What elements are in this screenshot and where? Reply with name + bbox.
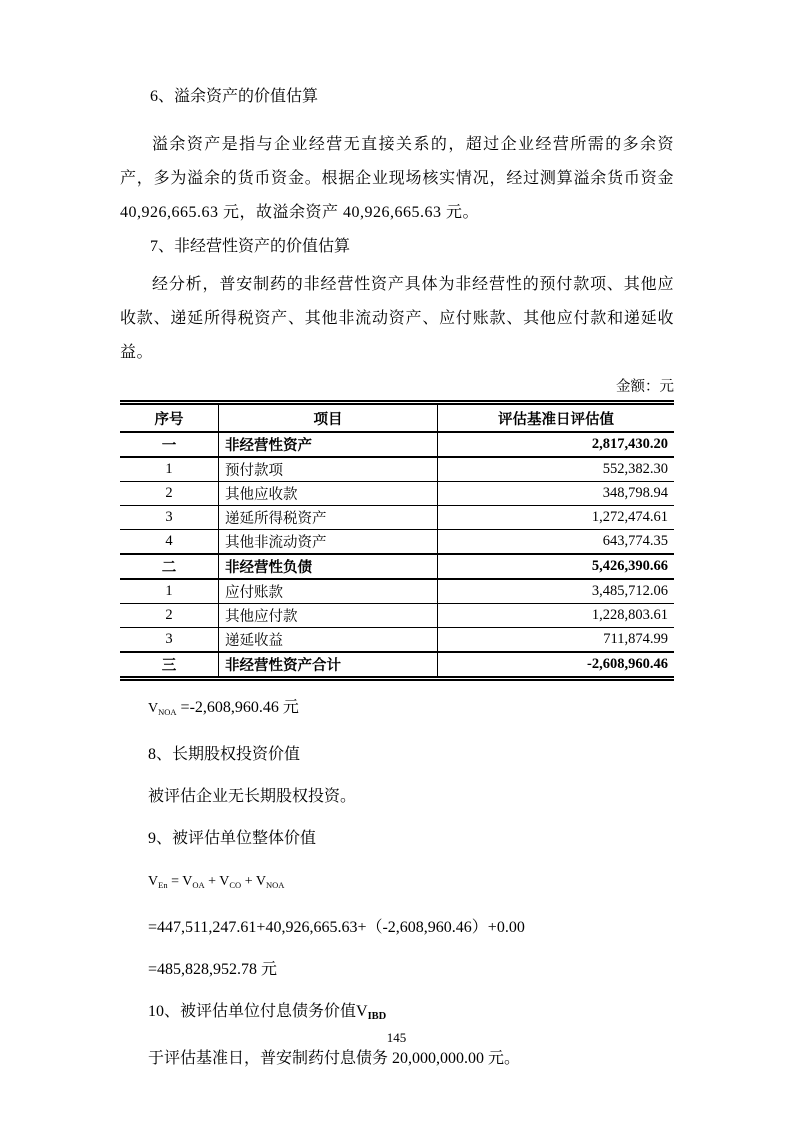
row-no-cell: 1 bbox=[120, 457, 219, 482]
v-noa-symbol: V bbox=[148, 701, 159, 716]
row-item-cell: 预付款项 bbox=[219, 457, 438, 482]
v-en-subscript: En bbox=[158, 880, 168, 890]
vnoa-result-line bbox=[120, 697, 674, 723]
row-no-cell: 一 bbox=[120, 432, 219, 457]
v-en-symbol: V bbox=[148, 874, 159, 889]
table-row bbox=[120, 652, 674, 679]
table-row bbox=[120, 579, 674, 604]
table-row bbox=[120, 530, 674, 555]
section9-heading: 9、被评估单位整体价值 bbox=[148, 830, 317, 847]
table-row bbox=[120, 604, 674, 628]
section8-heading: 8、长期股权投资价值 bbox=[148, 746, 301, 763]
table-unit-label: 金额：元 bbox=[616, 379, 674, 395]
row-no-cell: 三 bbox=[120, 652, 219, 679]
row-item-cell: 其他应收款 bbox=[219, 482, 438, 506]
row-item-cell: 非经营性资产合计 bbox=[219, 652, 438, 679]
row-item-cell: 其他非流动资产 bbox=[219, 530, 438, 555]
table-row bbox=[120, 506, 674, 530]
non-operating-assets-table bbox=[120, 400, 674, 681]
section6-paragraph: 溢余资产是指与企业经营无直接关系的，超过企业经营所需的多余资产，多为溢余的货币资金。根据企业现场核实情况，经过测算溢余货币资金 40,926,665.63 元，故溢余资产 40,926,665.63 元。 bbox=[120, 136, 674, 221]
v-ibd-subscript: IBD bbox=[367, 1011, 387, 1022]
v-noa-symbol: + V bbox=[241, 874, 266, 889]
row-item-cell: 递延收益 bbox=[219, 628, 438, 653]
row-value-cell: 711,874.99 bbox=[438, 628, 675, 653]
row-value-cell: 1,228,803.61 bbox=[438, 604, 675, 628]
table-row bbox=[120, 628, 674, 653]
row-no-cell: 3 bbox=[120, 628, 219, 653]
row-no-cell: 2 bbox=[120, 604, 219, 628]
v-noa-subscript: NOA bbox=[158, 707, 177, 717]
row-value-cell: 1,272,474.61 bbox=[438, 506, 675, 530]
row-value-cell: 643,774.35 bbox=[438, 530, 675, 555]
section7-paragraph: 经分析，普安制药的非经营性资产具体为非经营性的预付款项、其他应收款、递延所得税资产、其他非流动资产、应付账款、其他应付款和递延收益。 bbox=[120, 276, 674, 361]
header-value-cell: 评估基准日评估值 bbox=[498, 411, 614, 428]
row-value-cell: 348,798.94 bbox=[438, 482, 675, 506]
section10-heading bbox=[120, 1001, 674, 1027]
formula-calculation-line: =447,511,247.61+40,926,665.63+（-2,608,960.46）+0.00 bbox=[148, 919, 525, 936]
row-value-cell: 2,817,430.20 bbox=[438, 432, 675, 457]
table-row bbox=[120, 457, 674, 482]
section7-heading: 7、非经营性资产的价值估算 bbox=[150, 238, 351, 255]
row-item-cell: 非经营性资产 bbox=[219, 432, 438, 457]
table-row bbox=[120, 432, 674, 457]
row-item-cell: 递延所得税资产 bbox=[219, 506, 438, 530]
enterprise-value-formula bbox=[120, 870, 674, 896]
row-value-cell: 552,382.30 bbox=[438, 457, 675, 482]
v-noa-subscript: NOA bbox=[265, 880, 285, 890]
table-row bbox=[120, 482, 674, 506]
row-item-cell: 应付账款 bbox=[219, 579, 438, 604]
section8-paragraph: 被评估企业无长期股权投资。 bbox=[148, 788, 357, 805]
row-no-cell: 3 bbox=[120, 506, 219, 530]
row-item-cell: 其他应付款 bbox=[219, 604, 438, 628]
table-header-row bbox=[120, 403, 674, 433]
v-noa-value: =-2,608,960.46 元 bbox=[176, 699, 299, 716]
section10-paragraph: 于评估基准日，普安制药付息债务 20,000,000.00 元。 bbox=[148, 1050, 521, 1067]
page-number: 145 bbox=[386, 1030, 407, 1045]
v-co-symbol: + V bbox=[204, 874, 230, 889]
section6-heading: 6、溢余资产的价值估算 bbox=[150, 88, 319, 105]
v-co-subscript: CO bbox=[229, 880, 242, 890]
row-no-cell: 二 bbox=[120, 554, 219, 579]
row-no-cell: 2 bbox=[120, 482, 219, 506]
section10-heading-text: 10、被评估单位付息债务价值V bbox=[148, 1003, 368, 1020]
v-oa-symbol: = V bbox=[167, 874, 193, 889]
row-no-cell: 1 bbox=[120, 579, 219, 604]
row-item-cell: 非经营性负债 bbox=[219, 554, 438, 579]
table-row bbox=[120, 554, 674, 579]
row-value-cell: 3,485,712.06 bbox=[438, 579, 675, 604]
header-no-cell: 序号 bbox=[120, 403, 219, 433]
formula-result-line: =485,828,952.78 元 bbox=[148, 961, 278, 978]
row-value-cell: 5,426,390.66 bbox=[438, 554, 675, 579]
row-value-cell: -2,608,960.46 bbox=[438, 652, 675, 679]
row-no-cell: 4 bbox=[120, 530, 219, 555]
v-oa-subscript: OA bbox=[192, 880, 205, 890]
header-item-cell: 项目 bbox=[219, 403, 438, 433]
